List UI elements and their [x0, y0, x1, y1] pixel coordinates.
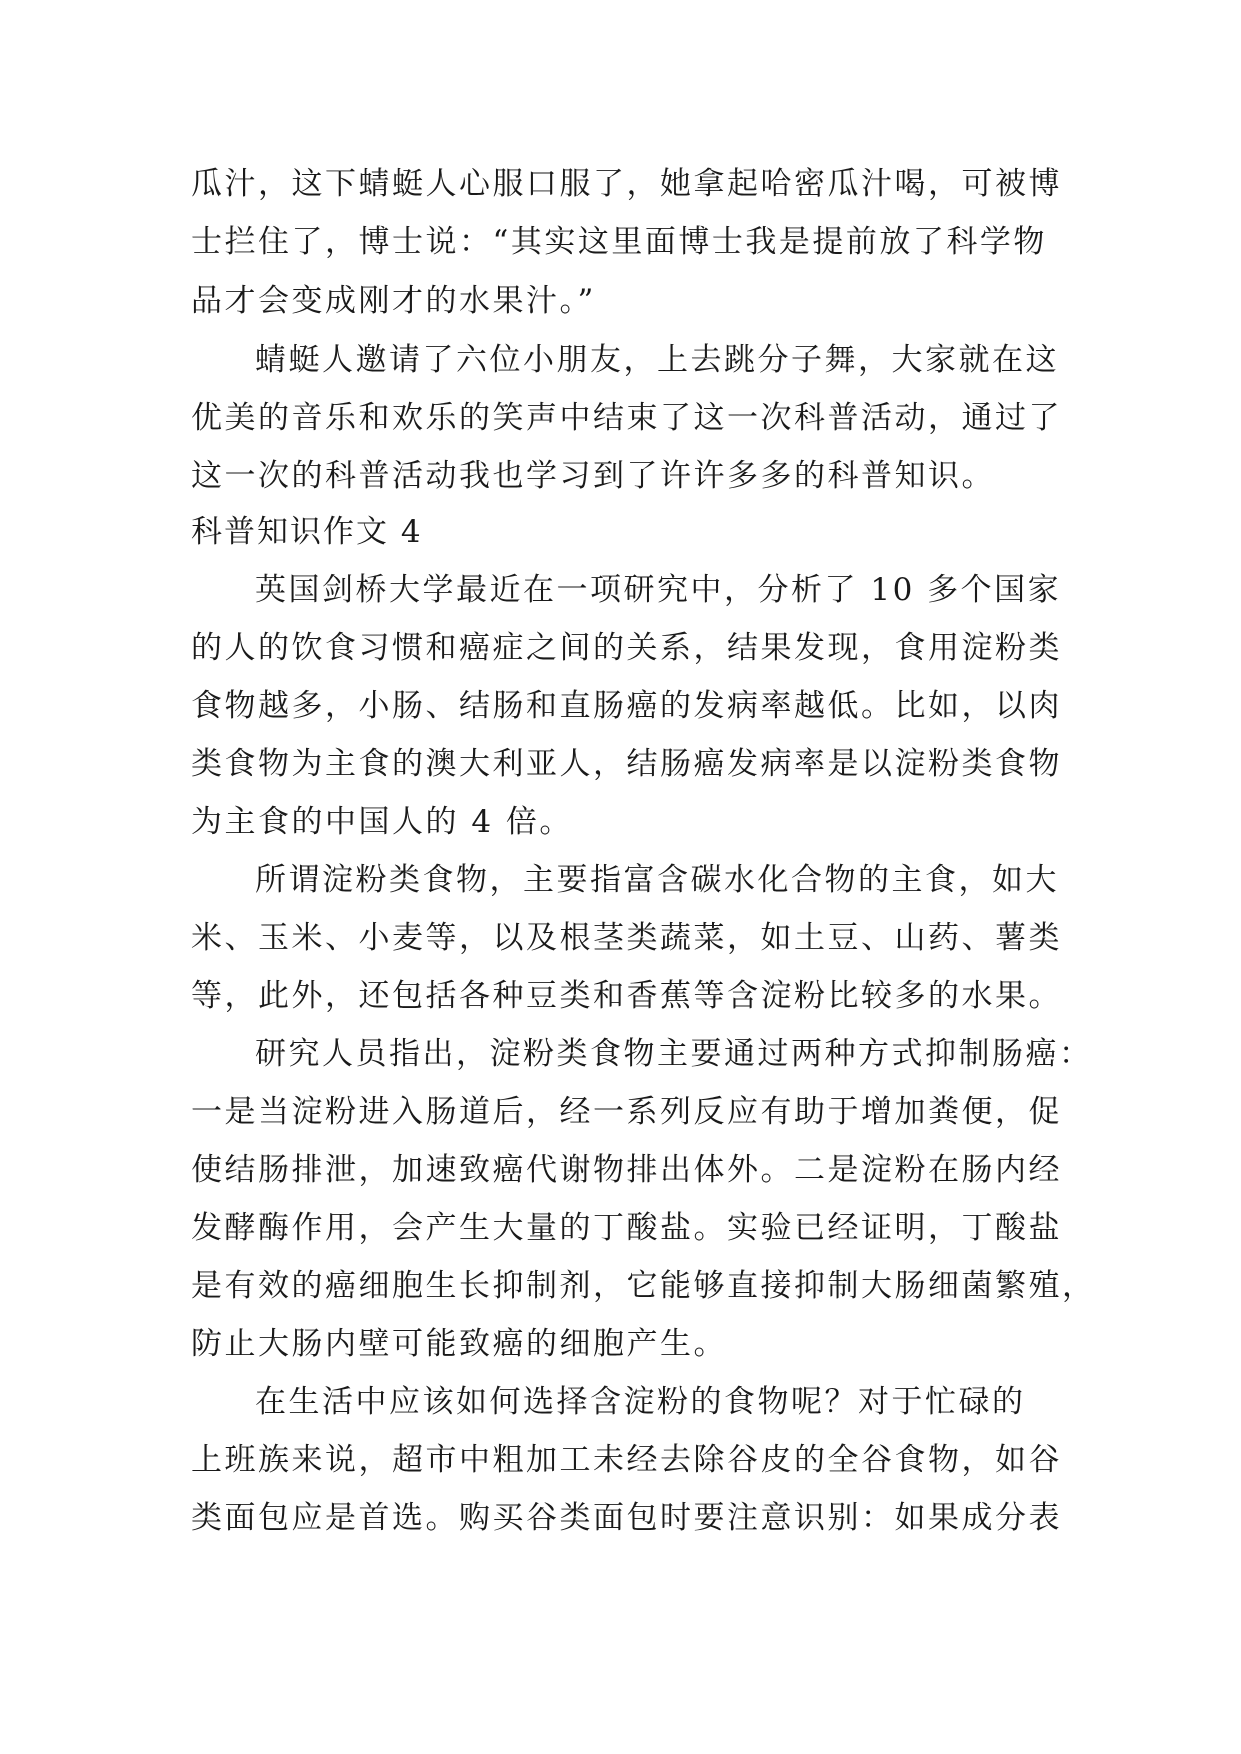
- text-line: 上班族来说，超市中粗加工未经去除谷皮的全谷食物，如谷: [191, 1442, 1062, 1478]
- text-line: 是有效的癌细胞生长抑制剂，它能够直接抑制大肠细菌繁殖，: [191, 1268, 1096, 1304]
- text-line: 发酵酶作用，会产生大量的丁酸盐。实验已经证明，丁酸盐: [191, 1210, 1062, 1246]
- paragraph-first-line: 研究人员指出，淀粉类食物主要通过两种方式抑制肠癌：: [255, 1036, 1093, 1072]
- text-line: 一是当淀粉进入肠道后，经一系列反应有助于增加粪便，促: [191, 1094, 1062, 1130]
- text-line: 使结肠排泄，加速致癌代谢物排出体外。二是淀粉在肠内经: [191, 1152, 1062, 1188]
- paragraph-first-line: 在生活中应该如何选择含淀粉的食物呢？对于忙碌的: [255, 1384, 1026, 1420]
- text-line: 类面包应是首选。购买谷类面包时要注意识别：如果成分表: [191, 1500, 1062, 1536]
- paragraph-first-line: 所谓淀粉类食物，主要指富含碳水化合物的主食，如大: [255, 862, 1059, 898]
- text-line: 等，此外，还包括各种豆类和香蕉等含淀粉比较多的水果。: [191, 978, 1062, 1014]
- text-line: 食物越多，小肠、结肠和直肠癌的发病率越低。比如，以肉: [191, 688, 1062, 724]
- paragraph-first-line: 英国剑桥大学最近在一项研究中，分析了 10 多个国家: [255, 572, 1062, 608]
- text-line: 品才会变成刚才的水果汁。”: [191, 283, 596, 319]
- section-heading: 科普知识作文 4: [191, 514, 423, 550]
- text-line: 这一次的科普活动我也学习到了许许多多的科普知识。: [191, 458, 995, 494]
- text-line: 类食物为主食的澳大利亚人，结肠癌发病率是以淀粉类食物: [191, 746, 1062, 782]
- text-line: 防止大肠内壁可能致癌的细胞产生。: [191, 1326, 727, 1362]
- text-line: 士拦住了，博士说：“其实这里面博士我是提前放了科学物: [191, 224, 1047, 260]
- text-line: 米、玉米、小麦等，以及根茎类蔬菜，如土豆、山药、薯类: [191, 920, 1062, 956]
- text-line: 瓜汁，这下蜻蜓人心服口服了，她拿起哈密瓜汁喝，可被博: [191, 166, 1062, 202]
- text-line: 为主食的中国人的 4 倍。: [191, 804, 573, 840]
- paragraph-first-line: 蜻蜓人邀请了六位小朋友，上去跳分子舞，大家就在这: [255, 342, 1059, 378]
- text-line: 优美的音乐和欢乐的笑声中结束了这一次科普活动，通过了: [191, 400, 1062, 436]
- text-line: 的人的饮食习惯和癌症之间的关系，结果发现，食用淀粉类: [191, 630, 1062, 666]
